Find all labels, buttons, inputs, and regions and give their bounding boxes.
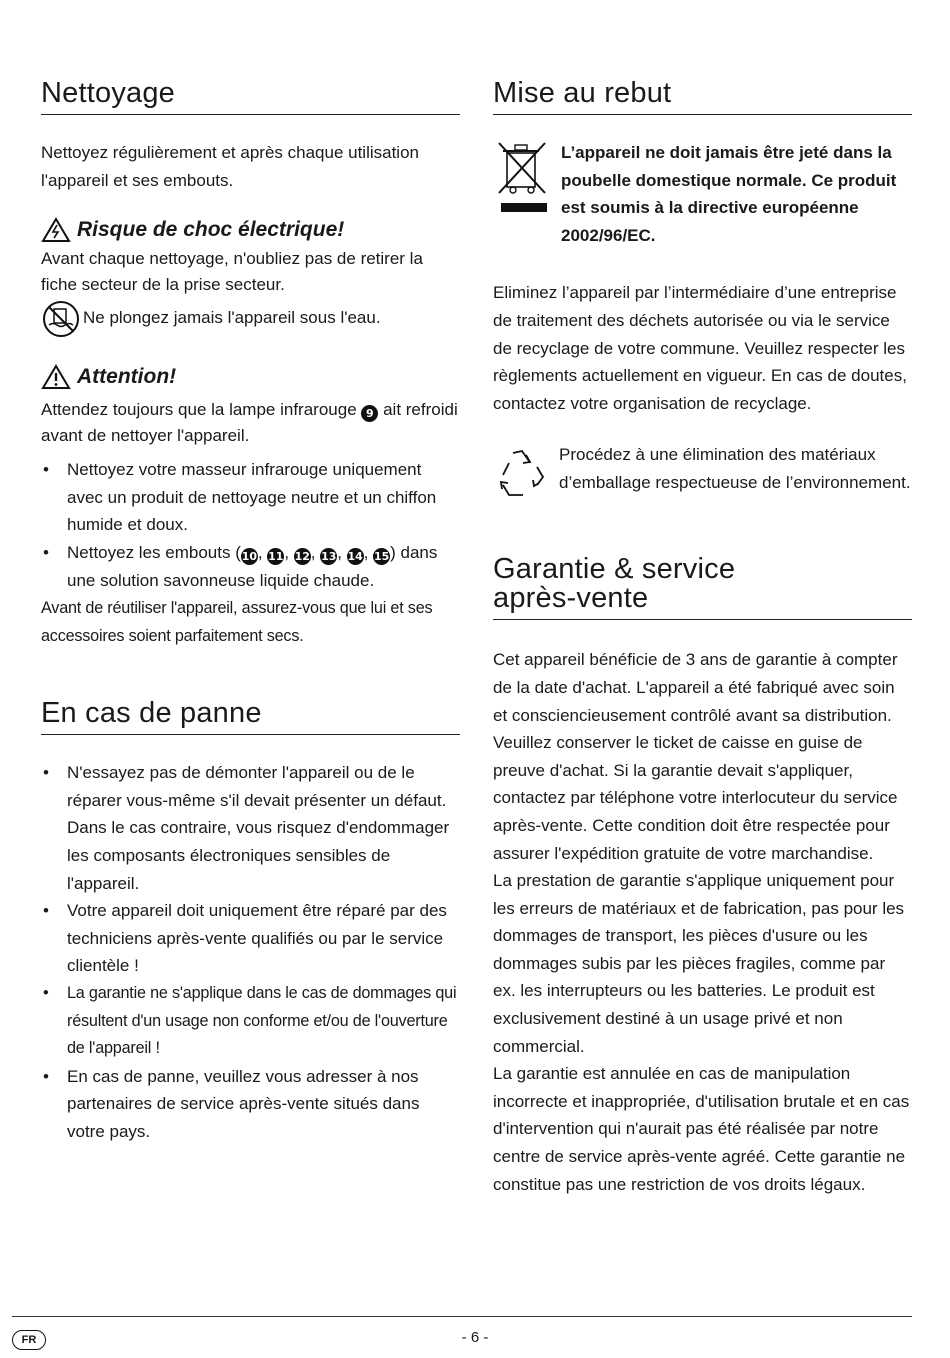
attention-heading — [41, 363, 460, 391]
electric-shock-warning-icon — [41, 217, 71, 243]
weee-row — [493, 139, 912, 249]
garantie-p2: La prestation de garantie s'applique uniquement pour les erreurs de matériaux et de fabrication, pas pour les dommages de transport, les pièces d'usure ou les dommages subis par les pièces fragiles, comme par ex. les interrupteurs ou les batteries. Le produit est exclusivement destiné à un usage privé et non commercial. — [493, 871, 905, 1056]
garantie-heading-line2: après-vente — [493, 582, 649, 615]
cleaning-bullet-1: Nettoyez votre masseur infrarouge uniquement avec un produit de nettoyage neutre et un chiffon humide et doux. — [67, 460, 437, 535]
list-item: • N'essayez pas de démonter l'appareil ou de le réparer vous-même s'il devait présenter un défaut. Dans le cas contraire, vous risquez d'endommager les composants électroniques sensibles de l'appareil. — [43, 763, 450, 893]
cleaning-list — [41, 456, 460, 594]
shock-warning-title: Risque de choc électrique! — [77, 218, 345, 242]
garantie-heading-line1: Garantie & service — [493, 553, 736, 586]
left-column — [41, 78, 460, 1145]
recycle-text: Procédez à une élimination des matériaux d’emballage respectueuse de l’environnement. — [559, 445, 911, 492]
nettoyage-heading: Nettoyage — [41, 78, 460, 115]
rebut-heading: Mise au rebut — [493, 78, 912, 115]
crossed-bin-icon — [493, 139, 551, 219]
right-column — [493, 78, 912, 1198]
part-number-10: 10 — [241, 549, 258, 563]
part-number-14: 14 — [347, 549, 363, 563]
panne-heading: En cas de panne — [41, 698, 460, 735]
attention-text-part1: Attendez toujours que la lampe infrarouge — [41, 400, 362, 420]
part-number-12: 12 — [294, 549, 310, 563]
cleaning-closing: Avant de réutiliser l'appareil, assurez-vous que lui et ses accessoires soient parfaitement secs. — [41, 599, 433, 646]
page-number: - 6 - — [461, 1329, 489, 1346]
list-item: • Nettoyez les embouts (10, 11, 12, 13, 14, 15) dans une solution savonneuse liquide chaude. — [43, 542, 438, 590]
weee-warning: L’appareil ne doit jamais être jeté dans la poubelle domestique normale. Ce produit est soumis à la directive européenne 2002/96/EC. — [561, 143, 897, 245]
recycle-row — [493, 445, 912, 503]
language-badge: FR — [12, 1330, 46, 1350]
recycle-icon — [493, 445, 551, 503]
garantie-p3: La garantie est annulée en cas de manipulation incorrecte et inappropriée, d'utilisation brutale et en cas d'intervention qui n'aurait pas été réalisée par notre centre de service après-vente agréé. Cette garantie ne constitue pas une restriction de vos droits légaux. — [493, 1064, 910, 1194]
list-item: • En cas de panne, veuillez vous adresser à nos partenaires de service après-vente situés dans votre pays. — [43, 1066, 420, 1141]
list-item: • Nettoyez votre masseur infrarouge uniquement avec un produit de nettoyage neutre et un chiffon humide et doux. — [43, 460, 437, 535]
rebut-text: Eliminez l’appareil par l’intermédiaire d’une entreprise de traitement des déchets autorisée ou via le service de recyclage de votre commune. Veuillez respecter les règlements actuellement en vigueur. En cas de doutes, contactez votre organisation de recyclage. — [493, 283, 907, 413]
panne-item-2: Votre appareil doit uniquement être réparé par des techniciens après-vente qualifiés ou par le service clientèle ! — [67, 901, 447, 976]
part-number-9: 9 — [361, 405, 378, 422]
shock-warning-text: Avant chaque nettoyage, n'oubliez pas de retirer la fiche secteur de la prise secteur. — [41, 249, 423, 294]
footer-divider — [12, 1316, 912, 1317]
part-number-13: 13 — [321, 549, 337, 563]
no-water-text: Ne plongez jamais l'appareil sous l'eau. — [83, 308, 381, 328]
attention-text-part2: ait refroidi avant de nettoyer l'appareil. — [41, 400, 458, 445]
panne-list — [41, 759, 460, 1145]
panne-item-1: N'essayez pas de démonter l'appareil ou de le réparer vous-même s'il devait présenter un défaut. Dans le cas contraire, vous risquez d'endommager les composants électroniques sensibles de l'appareil. — [67, 763, 450, 893]
cleaning-bullet-2a: Nettoyez les embouts ( — [67, 542, 241, 562]
part-number-11: 11 — [268, 549, 284, 563]
panne-item-4: En cas de panne, veuillez vous adresser à nos partenaires de service après-vente situés dans votre pays. — [67, 1066, 420, 1141]
no-immersion-icon — [41, 299, 81, 339]
attention-warning-icon — [41, 364, 71, 390]
shock-warning-heading — [41, 216, 460, 244]
garantie-heading — [493, 555, 912, 620]
garantie-p1: Cet appareil bénéficie de 3 ans de garantie à compter de la date d'achat. L'appareil a été fabriqué avec soin et consciencieusement contrôlé avant sa distribution. Veuillez conserver le ticket de caisse en guise de preuve d'achat. Si la garantie devait s'appliquer, contactez par téléphone votre interlocuteur du service après-vente. Cette condition doit être respectée pour assurer l'expédition gratuite de votre marchandise. — [493, 650, 898, 863]
list-item: • La garantie ne s'applique dans le cas de dommages qui résultent d'un usage non conforme et/ou de l'ouverture de l'appareil ! — [43, 983, 457, 1058]
no-water-row — [41, 299, 460, 339]
nettoyage-intro: Nettoyez régulièrement et après chaque utilisation l'appareil et ses embouts. — [41, 143, 419, 190]
attention-title: Attention! — [77, 365, 177, 389]
part-number-15: 15 — [373, 549, 390, 563]
panne-item-3: La garantie ne s'applique dans le cas de dommages qui résultent d'un usage non conforme et/ou de l'ouverture de l'appareil ! — [67, 983, 457, 1058]
list-item: • Votre appareil doit uniquement être réparé par des techniciens après-vente qualifiés ou par le service clientèle ! — [43, 901, 447, 976]
cleaning-bullet-2b: ) dans une solution savonneuse liquide chaude. — [67, 542, 438, 590]
attention-text — [41, 397, 460, 448]
